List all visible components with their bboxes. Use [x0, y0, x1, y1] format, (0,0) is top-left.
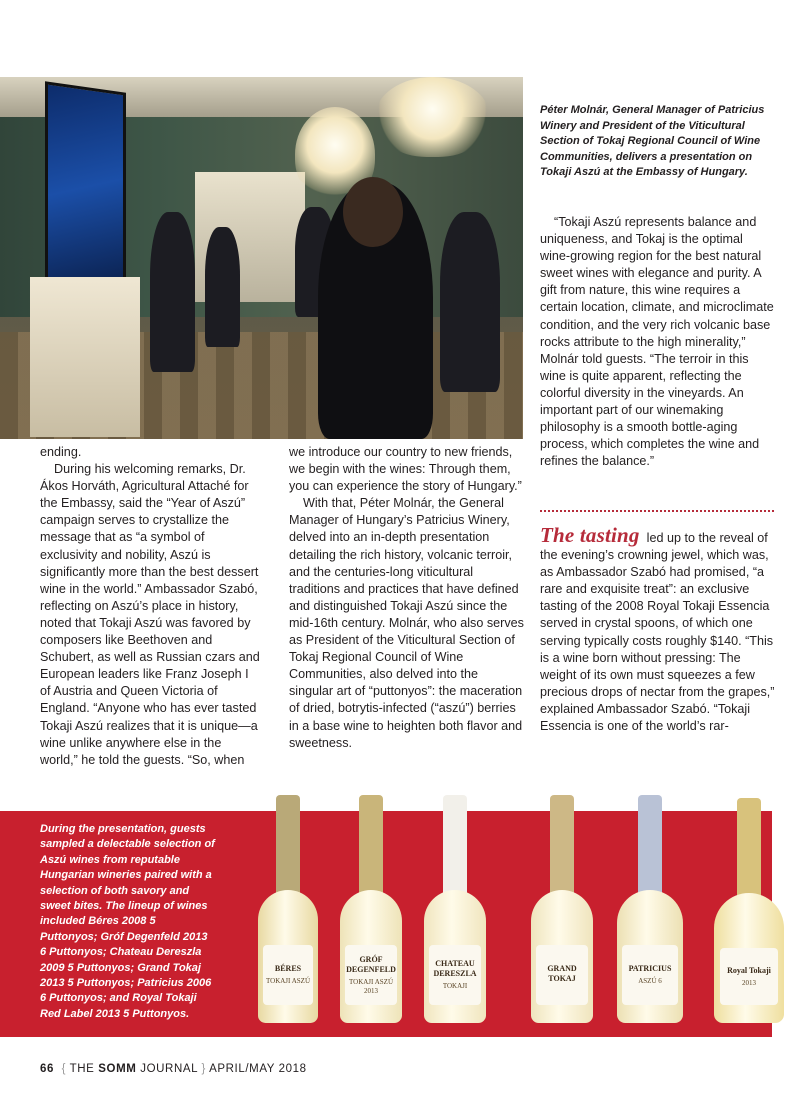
paragraph: ending. — [40, 445, 82, 459]
photo-caption: Péter Molnár, General Manager of Patricius Winery and President of the Viticultural Section of Tokaj Regional Council of Wine Communities, delivers a presentation on Tokaji Aszú at the Embassy of Hungary. — [540, 104, 765, 178]
bottle-label — [622, 945, 677, 1005]
bottle-label — [429, 945, 481, 1005]
bottle-capsule — [638, 795, 662, 900]
bottle-capsule — [550, 795, 574, 900]
wine-bottle — [258, 795, 318, 1023]
magazine-name-pre: THE — [69, 1063, 95, 1075]
bottle-brand: GRÓF DEGENFELD — [346, 954, 396, 974]
brace-open: { — [61, 1063, 67, 1075]
presentation-screen — [45, 81, 126, 293]
dotted-divider — [540, 510, 774, 512]
magazine-name — [70, 1063, 198, 1075]
wine-bottle — [531, 795, 593, 1023]
column-1 — [40, 444, 260, 769]
paragraph: we introduce our country to new friends, we begin with the wines: Through them, you can experience the story of Hungary.” — [289, 445, 522, 494]
bottle-label-text: ASZÚ 6 — [638, 977, 662, 985]
page-number: 66 — [40, 1063, 54, 1075]
bottle-label-text: 2013 — [742, 978, 756, 987]
bottle-capsule — [737, 798, 761, 903]
paragraph — [540, 523, 776, 735]
bottle-label — [536, 945, 588, 1005]
magazine-name-post: JOURNAL — [140, 1063, 198, 1075]
bottle-capsule — [359, 795, 383, 900]
chandelier-right — [375, 77, 490, 157]
bottle-label — [263, 945, 313, 1005]
wine-bottle — [617, 795, 683, 1023]
bottle-brand: GRAND TOKAJ — [547, 963, 577, 983]
tasting-lead-in: The tasting — [540, 523, 640, 547]
wine-bottle — [714, 798, 784, 1023]
bottle-label — [345, 945, 397, 1005]
bottle-brand: BÉRES — [274, 964, 302, 973]
bottle-label-text: TOKAJI — [442, 982, 468, 990]
event-photo — [0, 77, 523, 439]
guest-figure — [205, 227, 240, 347]
speaker-figure — [150, 212, 195, 372]
woman-head — [343, 177, 403, 247]
brace-close: } — [201, 1063, 206, 1075]
issue-date: APRIL/MAY 2018 — [209, 1063, 307, 1075]
column-3-tasting — [540, 523, 776, 735]
bottle-capsule — [276, 795, 300, 900]
bottle-capsule — [443, 795, 467, 900]
column-3-quote — [540, 214, 776, 470]
bottle-label — [720, 948, 779, 1005]
wine-bottle — [340, 795, 402, 1023]
wine-bottle — [424, 795, 486, 1023]
paragraph: With that, Péter Molnár, the General Manager of Hungary’s Patricius Winery, delved into an in-depth presentation detailing the rich history, volcanic terroir, and the centuries-long viticultural traditions and practices that have defined and distinguished Tokaji Aszú since the mid-16th century. Molnár, who also serves as President of the Viticultural Section of Tokaj Regional Council of Wine Communities, also delved into the singular art of “puttonyos”: the maceration of dried, botrytis-infected (“aszú”) berries in a base wine to heighten both flavor and sweetness. — [289, 496, 524, 750]
bottle-brand: PATRICIUS — [628, 964, 672, 973]
tasting-text: led up to the reveal of the evening’s crowning jewel, which was, as Ambassador Szabó had promised, “a rare and exquisite treat”: an exclusive tasting of the 2008 Royal Tokaji Essencia served in crystal spoons, of which one serving typically costs roughly $140. “This is a wine born without pressing: The weight of its own must squeezes a few precious drops of nectar from the grapes,” explained Ambassador Szabó. “Tokaji Essencia is one of the world’s rar- — [540, 531, 775, 734]
wine-caption: During the presentation, guests sampled a delectable selection of Aszú wines from reputable Hungarian wineries paired with a selection of both savory and sweet bites. The lineup of wines included Béres 2008 5 Puttonyos; Gróf Degenfeld 2013 6 Puttonyos; Chateau Dereszla 2009 5 Puttonyos; Grand Tokaj 2013 5 Puttonyos; Patricius 2006 6 Puttonyos; and Royal Tokaji Red Label 2013 5 Puttonyos. — [40, 823, 215, 1020]
marble-mantel — [30, 277, 140, 437]
guest-figure — [440, 212, 500, 392]
column-2 — [289, 444, 525, 752]
bottle-brand: CHATEAU DERESZLA — [433, 959, 477, 978]
magazine-name-bold: SOMM — [98, 1063, 137, 1075]
bottle-label-text: TOKAJI ASZÚ 2013 — [348, 977, 393, 995]
paragraph: “Tokaji Aszú represents balance and uniqueness, and Tokaj is the optimal wine-growing region for the best natural sweet wines with elegance and purity. A gift from nature, this wine requires a certain location, climate, and microclimate condition, and the very rich volcanic base rocks attribute to the high minerality,” Molnár told guests. “The terroir in this wine is quite apparent, reflecting the colorful diversity in the vineyards. An important part of our winemaking philosophy is a smooth bottle-aging process, which completes the wine and refines the balance.” — [540, 215, 774, 469]
bottle-brand: Royal Tokaji — [727, 965, 771, 975]
page-footer — [40, 1063, 540, 1075]
paragraph: During his welcoming remarks, Dr. Ákos Horváth, Agricultural Attaché for the Embassy, said the “Year of Aszú” campaign serves to crystallize the message that as “a symbol of exclusivity and nobility, Aszú is significantly more than the best dessert wine in the world.” Ambassador Szabó, reflecting on Aszú’s place in history, noted that Tokaji Aszú was favored by composers like Beethoven and Schubert, as well as Russian czars and European leaders like Franz Joseph I of Austria and Queen Victoria of England. “Anyone who has ever tasted Tokaji Aszú realizes that it is unique—a wine unlike anywhere else in the world,” he told the guests. “So, when — [40, 462, 260, 767]
bottle-label-text: TOKAJI ASZÚ — [265, 977, 310, 985]
